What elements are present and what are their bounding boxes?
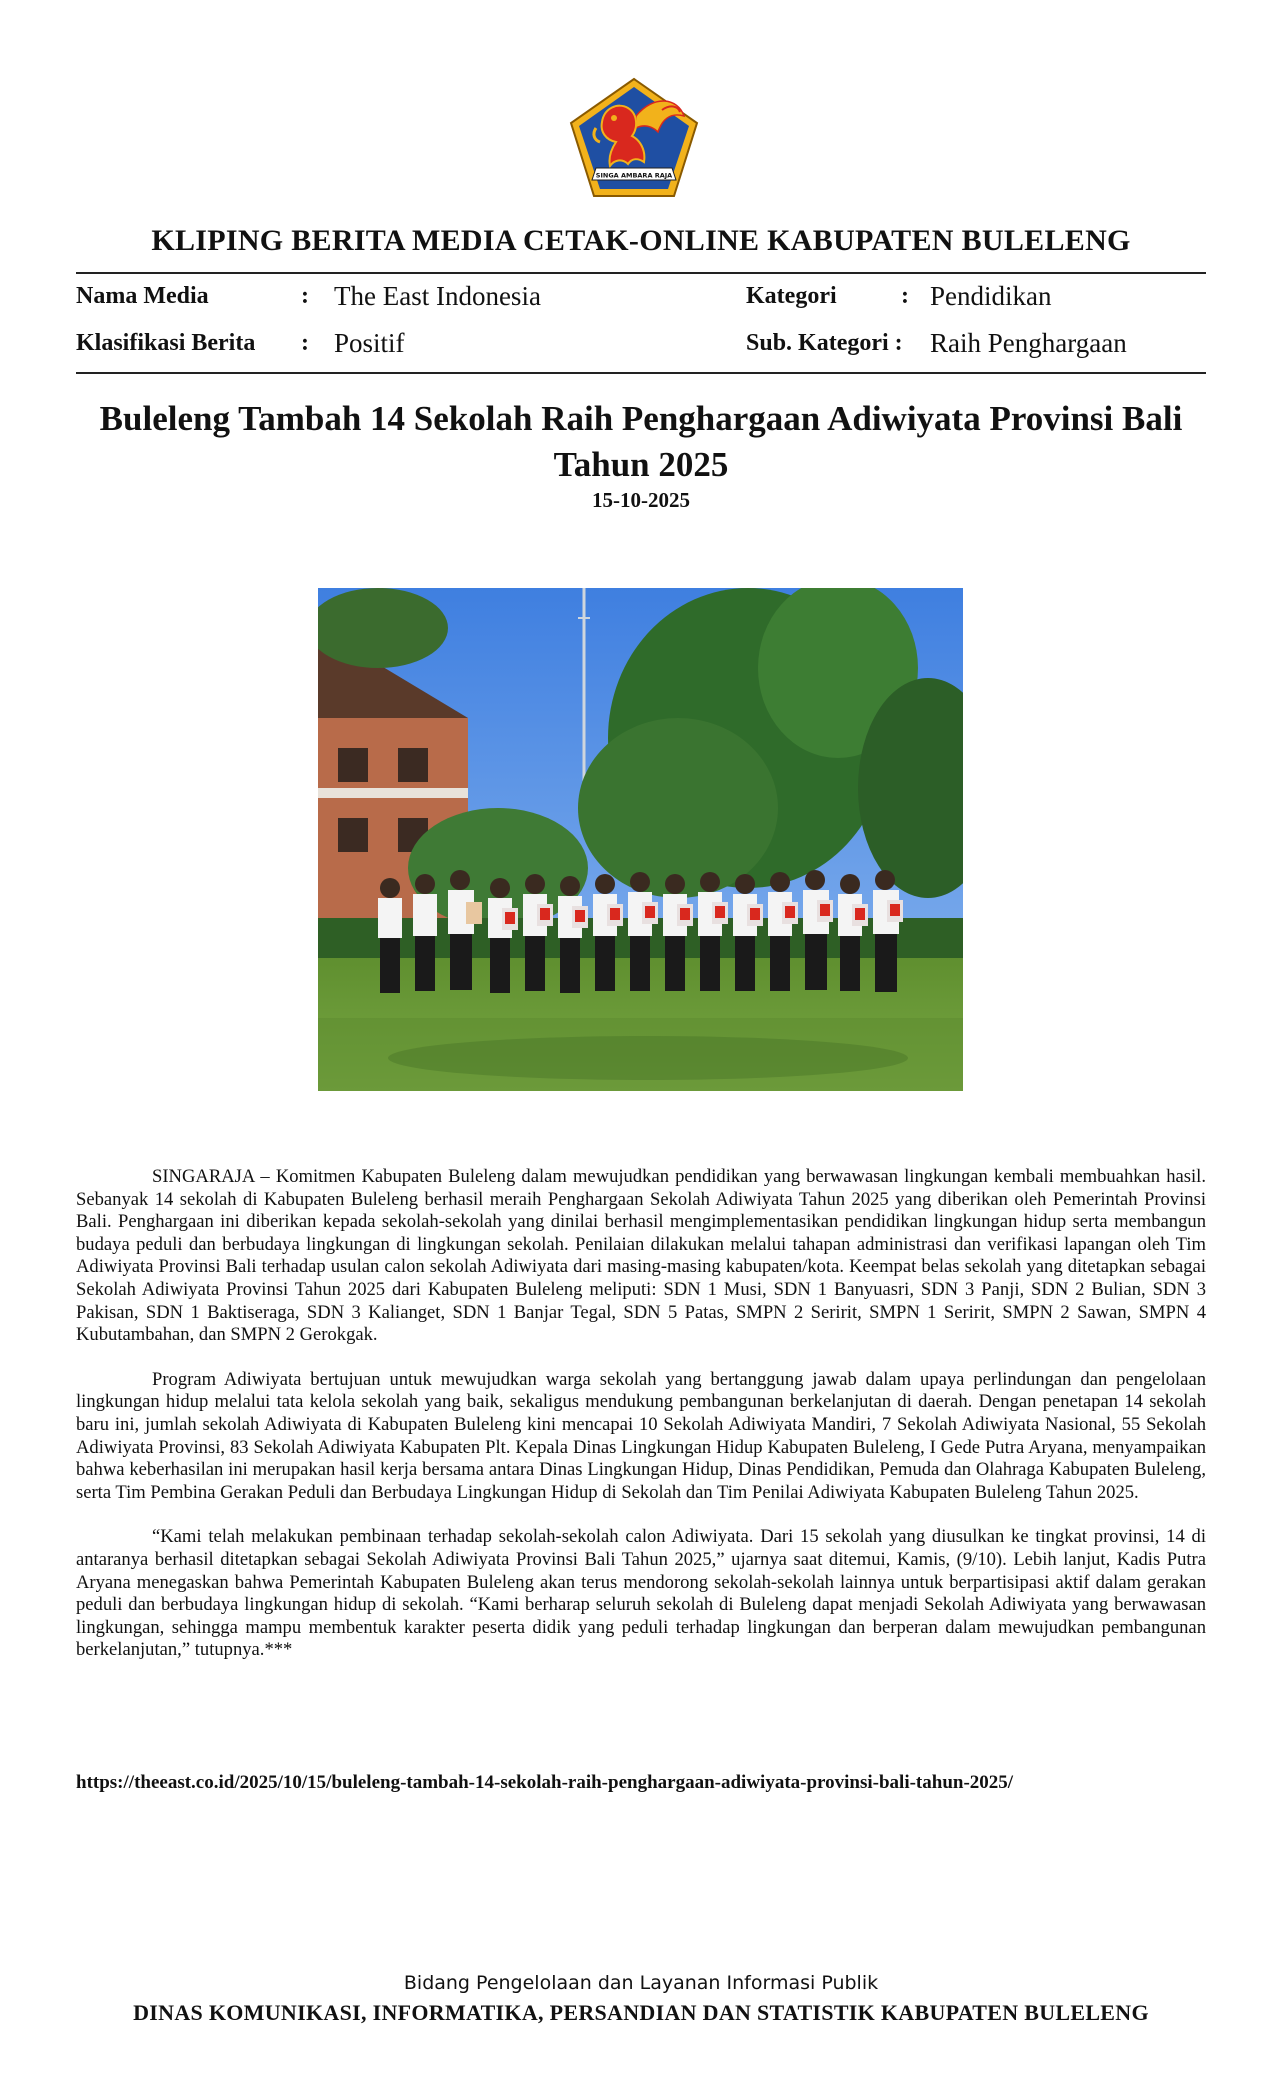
nama-media-colon: : [301,283,309,309]
regency-logo [566,76,702,200]
kategori-label: Kategori [746,283,837,309]
article-body [76,1166,1206,1684]
article-date: 15-10-2025 [592,488,690,512]
klasifikasi-colon: : [301,330,309,356]
klasifikasi-label: Klasifikasi Berita [76,330,256,356]
klasifikasi-value: Positif [334,328,405,358]
singa-ambara-raja-emblem [566,76,702,200]
logo-ribbon-text: SINGA AMBARA RAJA [595,171,673,180]
article-paragraph: “Kami telah melakukan pembinaan terhadap sekolah-sekolah calon Adiwiyata. Dari 15 sekolah yang diusulkan ke tingkat provinsi, 14 di antaranya berhasil ditetapkan sebagai Sekolah Adiwiyata Provinsi Bali Tahun 2025,” ujarnya saat ditemui, Kamis, (9/10). Lebih lanjut, Kadis Putra Aryana menegaskan bahwa Pemerintah Kabupaten Buleleng akan terus mendorong sekolah-sekolah lainnya untuk berpartisipasi aktif dalam gerakan peduli dan berbudaya lingkungan hidup di sekolah. “Kami berharap seluruh sekolah di Buleleng dapat menjadi Sekolah Adiwiyata yang berwawasan lingkungan, sehingga mampu membentuk karakter peserta didik yang peduli terhadap lingkungan dan berperan dalam mewujudkan pembangunan berkelanjutan,” tutupnya.*** [76,1526,1206,1661]
footer-subtitle: Bidang Pengelolaan dan Layanan Informasi Publik [403,1972,879,1994]
article-paragraph: SINGARAJA – Komitmen Kabupaten Buleleng dalam mewujudkan pendidikan yang berwawasan lingkungan kembali membuahkan hasil. Sebanyak 14 sekolah di Kabupaten Buleleng berhasil meraih Penghargaan Sekolah Adiwiyata Tahun 2025 yang diberikan oleh Pemerintah Provinsi Bali. Penghargaan ini diberikan kepada sekolah-sekolah yang dinilai berhasil mengimplementasikan pendidikan lingkungan hidup serta membangun budaya peduli dan berbudaya lingkungan di lingkungan sekolah. Penilaian dilakukan melalui tahapan administrasi dan verifikasi lapangan oleh Tim Adiwiyata Provinsi Bali terhadap usulan calon sekolah Adiwiyata dari masing-masing kabupaten/kota. Keempat belas sekolah yang ditetapkan sebagai Sekolah Adiwiyata Provinsi Tahun 2025 dari Kabupaten Buleleng meliputi: SDN 1 Musi, SDN 1 Banyuasri, SDN 3 Panji, SDN 2 Bulian, SDN 3 Pakisan, SDN 1 Baktiseraga, SDN 3 Kalianget, SDN 1 Banjar Tegal, SDN 5 Patas, SMPN 2 Seririt, SMPN 1 Seririt, SMPN 2 Sawan, SMPN 4 Kubutambahan, dan SMPN 2 Gerokgak. [76,1166,1206,1346]
sub-kategori-value: Raih Penghargaan [930,328,1127,358]
divider-bottom [76,372,1206,374]
article-paragraph: Program Adiwiyata bertujuan untuk mewujudkan warga sekolah yang bertanggung jawab dalam upaya perlindungan dan pengelolaan lingkungan hidup melalui tata kelola sekolah yang baik, sekaligus mendukung pembangunan berkelanjutan di daerah. Dengan penetapan 14 sekolah baru ini, jumlah sekolah Adiwiyata di Kabupaten Buleleng kini mencapai 10 Sekolah Adiwiyata Mandiri, 7 Sekolah Adiwiyata Nasional, 55 Sekolah Adiwiyata Provinsi, 83 Sekolah Adiwiyata Kabupaten Plt. Kepala Dinas Lingkungan Hidup Kabupaten Buleleng, I Gede Putra Aryana, menyampaikan bahwa keberhasilan ini merupakan hasil kerja bersama antara Dinas Lingkungan Hidup, Dinas Pendidikan, Pemuda dan Olahraga Kabupaten Buleleng, serta Tim Pembina Gerakan Peduli dan Berbudaya Lingkungan Hidup di Sekolah dan Tim Penilai Adiwiyata Kabupaten Buleleng Tahun 2025. [76,1368,1206,1503]
divider-top [76,272,1206,274]
kategori-colon: : [901,283,909,309]
sub-kategori-label: Sub. Kategori : [746,330,903,356]
page-title: KLIPING BERITA MEDIA CETAK-ONLINE KABUPATEN BULELENG [151,224,1131,257]
footer-title: DINAS KOMUNIKASI, INFORMATIKA, PERSANDIAN DAN STATISTIK KABUPATEN BULELENG [133,2000,1149,2025]
nama-media-label: Nama Media [76,283,209,309]
nama-media-value: The East Indonesia [334,281,541,311]
source-url: https://theeast.co.id/2025/10/15/buleleng-tambah-14-sekolah-raih-penghargaan-adiwiyata-provinsi-bali-tahun-2025/ [76,1772,1014,1793]
kategori-value: Pendidikan [930,281,1052,311]
article-title: Buleleng Tambah 14 Sekolah Raih Penghargaan Adiwiyata Provinsi Bali Tahun 2025 [99,399,1183,484]
article-photo [318,588,963,1091]
